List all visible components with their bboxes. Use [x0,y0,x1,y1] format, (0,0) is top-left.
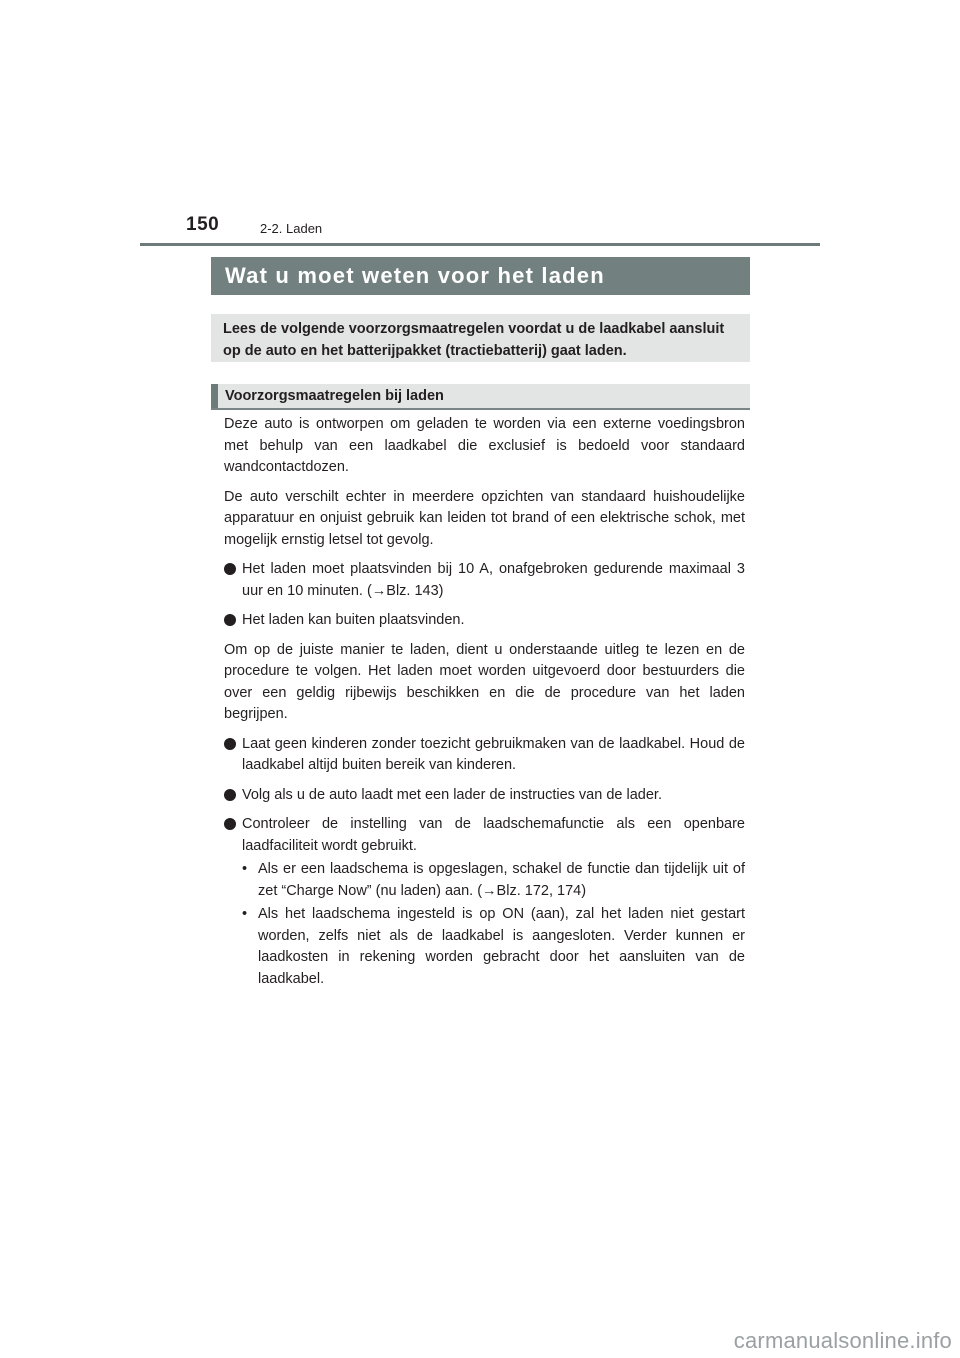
bullet-dot-icon [224,614,236,626]
bullet-dot-icon [224,789,236,801]
paragraph: Deze auto is ontworpen om geladen te worden via een externe voedingsbron met behulp van een laadkabel die exclusief is bedoeld voor standaard wandcontactdozen. [224,416,745,475]
bullet-text: Controleer de instelling van de laadschemafunctie als een openbare laadfaciliteit wordt gebruikt. [242,816,745,854]
bullet-text: Het laden kan buiten plaatsvinden. [242,612,465,628]
sub-bullet-mark: • [242,906,248,922]
bullet-item [224,785,745,807]
bullet-dot-icon [224,818,236,830]
page-number: 150 [186,214,220,235]
sub-bullet-text: Als er een laadschema is opgeslagen, schakel de functie dan tijdelijk uit of zet “Charge Now” (nu laden) aan. (→Blz. 172, 174) [258,861,745,899]
header-rule [140,243,820,246]
bullet-dot-icon [224,738,236,750]
bullet-text: Laat geen kinderen zonder toezicht gebruikmaken van de laadkabel. Houd de laadkabel altijd buiten bereik van kinderen. [242,735,745,773]
subheading [211,384,750,410]
section-label: 2-2. Laden [260,221,323,236]
sub-bullet-mark: • [242,861,248,877]
bullet-item [224,610,745,632]
bullet-item [224,734,745,777]
subheading-label: Voorzorgsmaatregelen bij laden [225,388,444,404]
paragraph: Om op de juiste manier te laden, dient u onderstaande uitleg te lezen en de procedure te volgen. Het laden moet worden uitgevoerd door bestuurders die over een geldig rijbewijs beschikken en die de procedure van het laden begrijpen. [224,641,745,722]
page-title: Wat u moet weten voor het laden [211,257,750,295]
bullet-text: Volg als u de auto laadt met een lader de instructies van de lader. [242,786,662,803]
sub-bullet-text: Als het laadschema ingesteld is op ON (aan), zal het laden niet gestart worden, zelfs niet als de laadkabel is aangesloten. Verder kunnen er laadkosten in rekening worden gebracht door het aansluiten van de laadkabel. [258,906,745,987]
bullet-text: Het laden moet plaatsvinden bij 10 A, onafgebroken gedurende maximaal 3 uur en 10 minuten. (→Blz. 143) [242,561,745,599]
sub-bullet-item [224,904,745,990]
bullet-item [224,559,745,602]
sub-bullet-item [224,859,745,902]
paragraph: De auto verschilt echter in meerdere opzichten van standaard huishoudelijke apparatuur en onjuist gebruik kan leiden tot brand of een elektrische schok, met mogelijk ernstig letsel tot gevolg. [224,488,745,548]
intro-box: Lees de volgende voorzorgsmaatregelen voordat u de laadkabel aansluit op de auto en het batterijpakket (tractiebatterij) gaat laden. [211,314,750,362]
watermark: carmanualsonline.info [733,1328,952,1353]
bullet-dot-icon [224,563,236,575]
body-text [224,414,745,992]
subheading-marker [211,384,218,408]
bullet-item [224,814,745,857]
